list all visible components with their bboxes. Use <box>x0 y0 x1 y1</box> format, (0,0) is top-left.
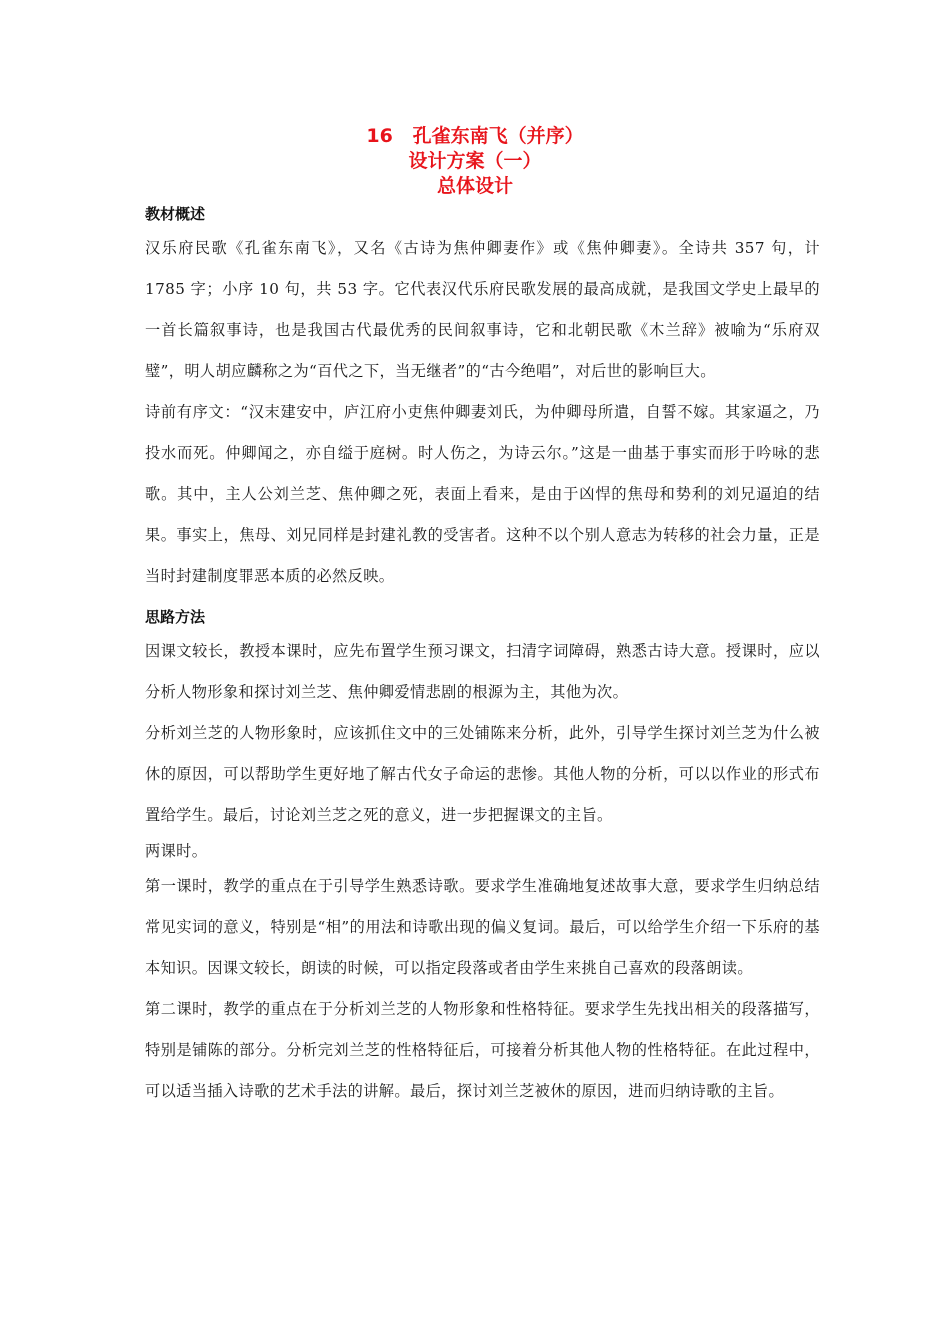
method-paragraph-1: 因课文较长，教授本课时，应先布置学生预习课文，扫清字词障碍，熟悉古诗大意。授课时，应以分析人物形象和探讨刘兰芝、焦仲卿爱情悲剧的根源为主，其他为次。 <box>145 642 820 701</box>
method-paragraph-4: 第一课时，教学的重点在于引导学生熟悉诗歌。要求学生准确地复述故事大意，要求学生归纳总结常见实词的意义，特别是“相”的用法和诗歌出现的偏义复词。最后，可以给学生介绍一下乐府的基本知识。因课文较长，朗读的时候，可以指定段落或者由学生来挑自己喜欢的段落朗读。 <box>145 877 820 977</box>
title-line-overall: 总体设计 <box>436 175 513 197</box>
title-line-lesson: 16 孔雀东南飞（并序） <box>366 125 584 147</box>
title-line-plan: 设计方案（一） <box>408 150 542 172</box>
document-body <box>145 200 820 1112</box>
method-paragraph-3: 两课时。 <box>145 842 208 860</box>
overview-paragraph-1: 汉乐府民歌《孔雀东南飞》，又名《古诗为焦仲卿妻作》或《焦仲卿妻》。全诗共 357 句，计 1785 字；小序 10 句，共 53 字。它代表汉代乐府民歌发展的最高成就，是我国文学史上最早的一首长篇叙事诗，也是我国古代最优秀的民间叙事诗，它和北朝民歌《木兰辞》被喻为“乐府双璧”，明人胡应麟称之为“百代之下，当无继者”的“古今绝唱”，对后世的影响巨大。 <box>145 239 820 380</box>
overview-paragraph-2: 诗前有序文：“汉末建安中，庐江府小吏焦仲卿妻刘氏，为仲卿母所遣，自誓不嫁。其家逼之，乃投水而死。仲卿闻之，亦自缢于庭树。时人伤之，为诗云尔。”这是一曲基于事实而形于吟咏的悲歌。其中，主人公刘兰芝、焦仲卿之死，表面上看来，是由于凶悍的焦母和势利的刘兄逼迫的结果。事实上，焦母、刘兄同样是封建礼教的受害者。这种不以个别人意志为转移的社会力量，正是当时封建制度罪恶本质的必然反映。 <box>145 403 820 585</box>
method-paragraph-5: 第二课时，教学的重点在于分析刘兰芝的人物形象和性格特征。要求学生先找出相关的段落描写，特别是铺陈的部分。分析完刘兰芝的性格特征后，可接着分析其他人物的性格特征。在此过程中，可以适当插入诗歌的艺术手法的讲解。最后，探讨刘兰芝被休的原因，进而归纳诗歌的主旨。 <box>145 1000 820 1100</box>
section-heading-overview: 教材概述 <box>145 205 206 223</box>
method-paragraph-2: 分析刘兰芝的人物形象时，应该抓住文中的三处铺陈来分析，此外，引导学生探讨刘兰芝为什么被休的原因，可以帮助学生更好地了解古代女子命运的悲惨。其他人物的分析，可以以作业的形式布置给学生。最后，讨论刘兰芝之死的意义，进一步把握课文的主旨。 <box>145 724 820 824</box>
section-heading-method: 思路方法 <box>145 608 206 626</box>
document-title <box>0 124 950 199</box>
